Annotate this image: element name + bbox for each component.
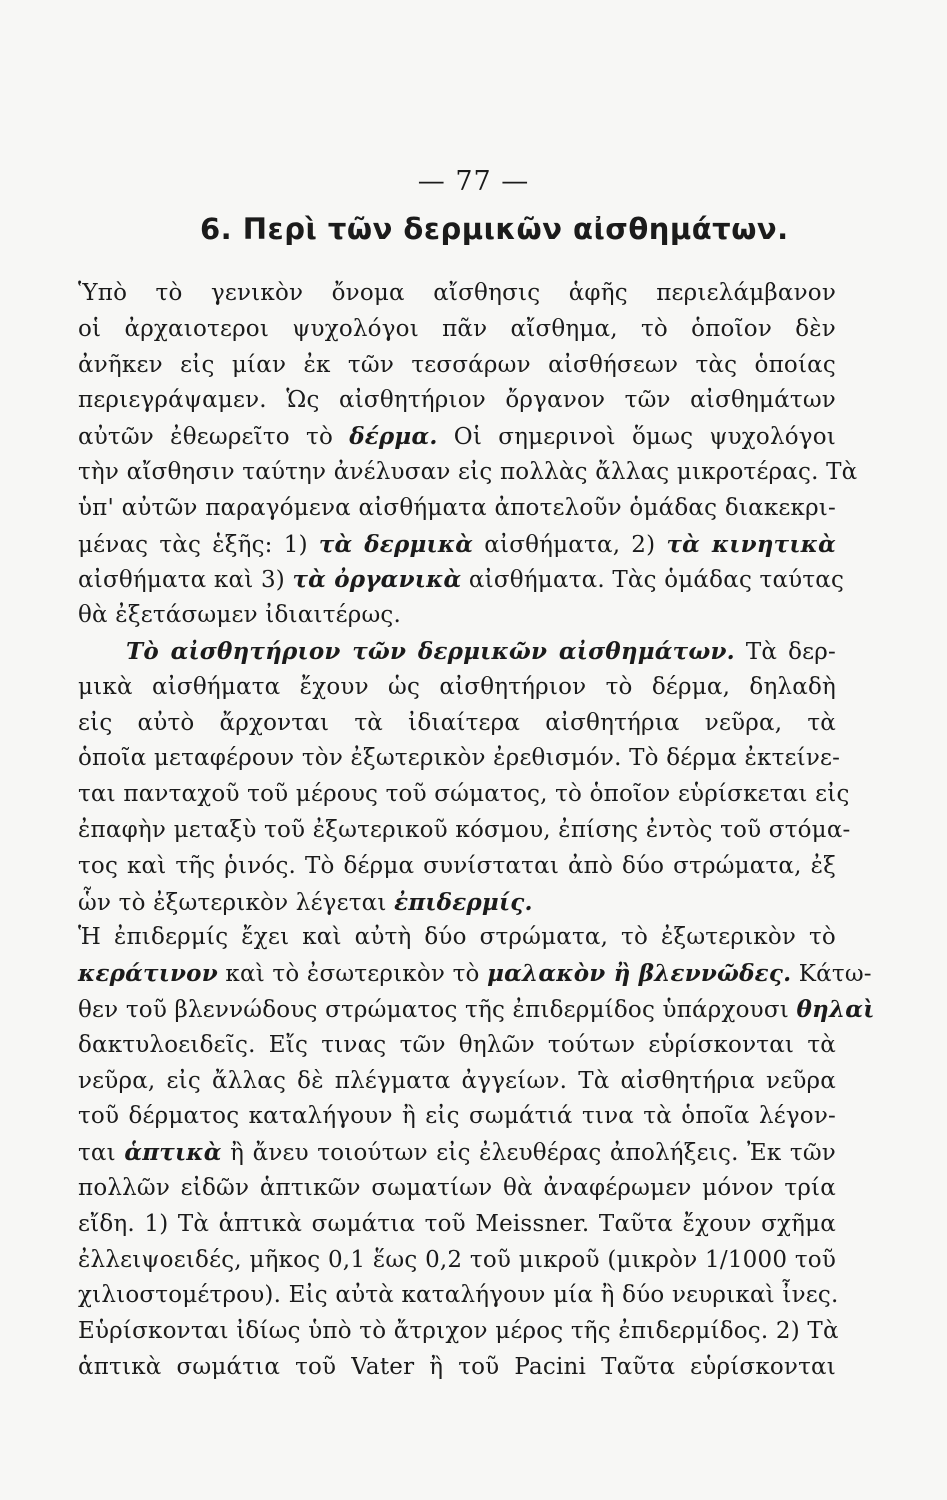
text-line [78, 598, 836, 634]
text-segment: ται [78, 1140, 125, 1167]
text-line [78, 527, 836, 563]
text-line [78, 419, 836, 455]
text-segment: αἰσθήματα, 2) [473, 531, 667, 558]
text-line [78, 885, 836, 921]
text-segment: Εὑρίσκονται ἰδίως ὑπὸ τὸ ἄτριχον μέρος τῆς ἐπιδερμίδος. 2) Τὰ [78, 1318, 839, 1345]
text-line [78, 1243, 836, 1279]
emphasized-text: ἐπιδερμίς. [394, 888, 533, 916]
section-heading: 6. Περὶ τῶν δερμικῶν αἰσθημάτων. [200, 212, 789, 246]
text-segment: ἐλλειψοειδές, μῆκος 0,1 ἕως 0,2 τοῦ μικροῦ (μικρὸν 1/1000 τοῦ [78, 1246, 836, 1273]
text-segment: μένας τὰς ἑξῆς: 1) [78, 531, 319, 558]
text-segment: ἐπαφὴν μεταξὺ τοῦ ἐξωτερικοῦ κόσμου, ἐπίσης ἐντὸς τοῦ στόμα- [78, 816, 851, 843]
text-segment: οἱ ἀρχαιοτεροι ψυχολόγοι πᾶν αἴσθημα, τὸ ὁποῖον δὲν [78, 315, 836, 342]
text-segment: Ὑπὸ τὸ γενικὸν ὄνομα αἴσθησις ἁφῆς περιελάμβανον [78, 280, 836, 306]
text-line [78, 1064, 836, 1100]
text-line [78, 348, 836, 384]
text-line [78, 956, 872, 992]
text-segment: μικὰ αἰσθήματα ἔχουν ὡς αἰσθητήριον τὸ δέρμα, δηλαδὴ [78, 673, 836, 700]
text-segment: περιεγράψαμεν. Ὡς αἰσθητήριον ὄργανον τῶν αἰσθημάτων [78, 387, 836, 414]
text-segment: τὴν αἴσθησιν ταύτην ἀνέλυσαν εἰς πολλὰς ἄλλας μικροτέρας. Τὰ [78, 458, 858, 485]
text-segment: Ἡ ἐπιδερμίς ἔχει καὶ αὐτὴ δύο στρώματα, τὸ ἐξωτερικὸν τὸ [78, 924, 836, 951]
text-segment: Τὰ δερ- [734, 638, 836, 665]
page-number: — 77 — [417, 166, 530, 197]
emphasized-text: Τὸ αἰσθητήριον τῶν δερμικῶν αἰσθημάτων. [126, 637, 735, 665]
text-line [78, 777, 850, 813]
emphasized-text: τὰ κινητικὰ [666, 530, 837, 558]
text-segment: δακτυλοειδεῖς. Εἴς τινας τῶν θηλῶν τούτων εὑρίσκονται τὰ [78, 1031, 836, 1058]
text-line [78, 1207, 836, 1243]
text-line [78, 849, 836, 885]
emphasized-text: μαλακὸν ἢ βλεννῶδες. [487, 960, 792, 988]
text-segment: Κάτω- [791, 961, 872, 988]
text-line [78, 1171, 836, 1207]
text-line [78, 562, 845, 598]
text-segment: νεῦρα, εἰς ἄλλας δὲ πλέγματα ἀγγείων. Τὰ αἰσθητήρια νεῦρα [78, 1067, 836, 1094]
text-segment: τος καὶ τῆς ῥινός. Τὸ δέρμα συνίσταται ἀπὸ δύο στρώματα, ἐξ [78, 852, 836, 879]
text-line [78, 1099, 836, 1135]
text-line [78, 1135, 836, 1171]
text-line [78, 706, 836, 742]
body-text [78, 276, 875, 1386]
text-line [78, 1350, 836, 1386]
text-line [78, 1278, 839, 1314]
emphasized-text: κεράτινον [78, 960, 218, 988]
emphasized-text: τὰ δερμικὰ [318, 530, 474, 558]
text-line [78, 741, 841, 777]
text-segment: αἰσθήματα καὶ 3) [78, 567, 293, 594]
emphasized-text: θηλαὶ [796, 995, 875, 1023]
text-segment: αἰσθήματα. Τὰς ὁμάδας ταύτας [461, 567, 845, 594]
text-segment: ἢ ἄνευ τοιούτων εἰς ἐλευθέρας ἀπολήξεις. Ἐκ τῶν [221, 1140, 836, 1167]
text-line [78, 992, 875, 1028]
text-segment: Οἱ σημερινοὶ ὅμως ψυχολόγοι [437, 424, 837, 451]
text-line [78, 813, 851, 849]
text-line [78, 383, 836, 419]
text-segment: εἴδη. 1) Τὰ ἁπτικὰ σωμάτια τοῦ Meissner. Ταῦτα ἔχουν σχῆμα [78, 1210, 836, 1237]
text-segment: πολλῶν εἰδῶν ἁπτικῶν σωματίων θὰ ἀναφέρωμεν μόνον τρία [78, 1174, 836, 1201]
text-segment: καὶ τὸ ἐσωτερικὸν τὸ [217, 961, 488, 988]
text-segment: ἁπτικὰ σωμάτια τοῦ Vater ἢ τοῦ Pacini Ταῦτα εὑρίσκονται [78, 1353, 836, 1380]
text-line [78, 920, 836, 956]
text-segment: εἰς αὐτὸ ἄρχονται τὰ ἰδιαίτερα αἰσθητήρια νεῦρα, τὰ [78, 709, 836, 736]
text-segment: ὑπ' αὐτῶν παραγόμενα αἰσθήματα ἀποτελοῦν ὁμάδας διακεκρι- [78, 494, 836, 521]
text-segment: θὰ ἐξετάσωμεν ἰδιαιτέρως. [78, 602, 402, 629]
text-line [78, 455, 858, 491]
text-segment: χιλιοστομέτρου). Εἰς αὐτὰ καταλήγουν μία ἢ δύο νευρικαὶ ἶνες. [78, 1282, 839, 1309]
text-segment: τοῦ δέρματος καταλήγουν ἢ εἰς σωμάτιά τινα τὰ ὁποῖα λέγον- [78, 1103, 836, 1130]
text-line [78, 491, 836, 527]
text-segment: ται πανταχοῦ τοῦ μέρους τοῦ σώματος, τὸ ὁποῖον εὑρίσκεται εἰς [78, 781, 850, 808]
text-line [78, 276, 836, 312]
text-line [78, 312, 836, 348]
text-line [78, 1314, 839, 1350]
emphasized-text: δέρμα. [349, 423, 438, 451]
text-line [78, 634, 836, 670]
emphasized-text: τὰ ὀργανικὰ [292, 566, 462, 594]
emphasized-text: ἁπτικὰ [124, 1139, 222, 1167]
text-line [78, 1028, 836, 1064]
text-segment: θεν τοῦ βλεννώδους στρώματος τῆς ἐπιδερμίδος ὑπάρχουσι [78, 996, 797, 1023]
text-segment: ὧν τὸ ἐξωτερικὸν λέγεται [78, 889, 395, 916]
text-line [78, 670, 836, 706]
text-segment: ἀνῆκεν εἰς μίαν ἐκ τῶν τεσσάρων αἰσθήσεων τὰς ὁποίας [78, 351, 836, 378]
text-segment: ὁποῖα μεταφέρουν τὸν ἐξωτερικὸν ἐρεθισμόν. Τὸ δέρμα ἐκτείνε- [78, 745, 841, 772]
text-segment: αὐτῶν ἐθεωρεῖτο τὸ [78, 424, 350, 451]
